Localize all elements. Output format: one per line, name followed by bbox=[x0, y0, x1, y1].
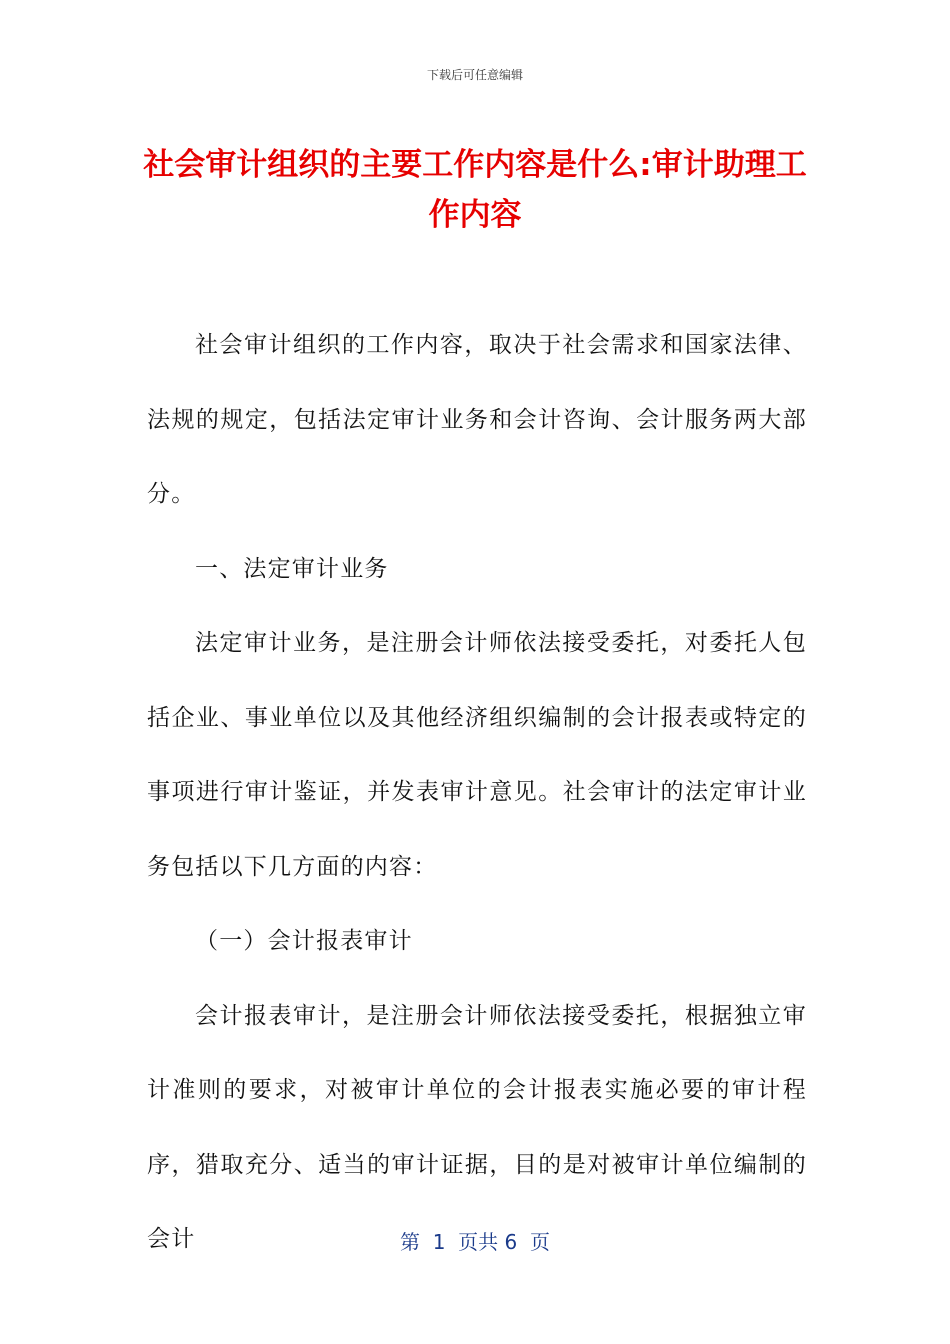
document-title: 社会审计组织的主要工作内容是什么:审计助理工作内容 bbox=[143, 147, 807, 233]
document-body bbox=[147, 308, 807, 1277]
paragraph-statutory-audit: 法定审计业务，是注册会计师依法接受委托，对委托人包括企业、事业单位以及其他经济组织编制的会计报表或特定的事项进行审计鉴证，并发表审计意见。社会审计的法定审计业务包括以下几方面的内容： bbox=[147, 630, 807, 880]
subsection-heading: （一）会计报表审计 bbox=[195, 928, 413, 954]
paragraph-intro: 社会审计组织的工作内容，取决于社会需求和国家法律、法规的规定，包括法定审计业务和会计咨询、会计服务两大部分。 bbox=[147, 332, 807, 507]
page-number: 第 1 页共 6 页 bbox=[400, 1230, 550, 1254]
header-note: 下载后可任意编辑 bbox=[426, 68, 523, 82]
paragraph-financial-statement-audit: 会计报表审计，是注册会计师依法接受委托，根据独立审计准则的要求，对被审计单位的会计报表实施必要的审计程序，猎取充分、适当的审计证据，目的是对被审计单位编制的会计 bbox=[147, 1002, 807, 1252]
section-heading: 一、法定审计业务 bbox=[195, 555, 389, 582]
